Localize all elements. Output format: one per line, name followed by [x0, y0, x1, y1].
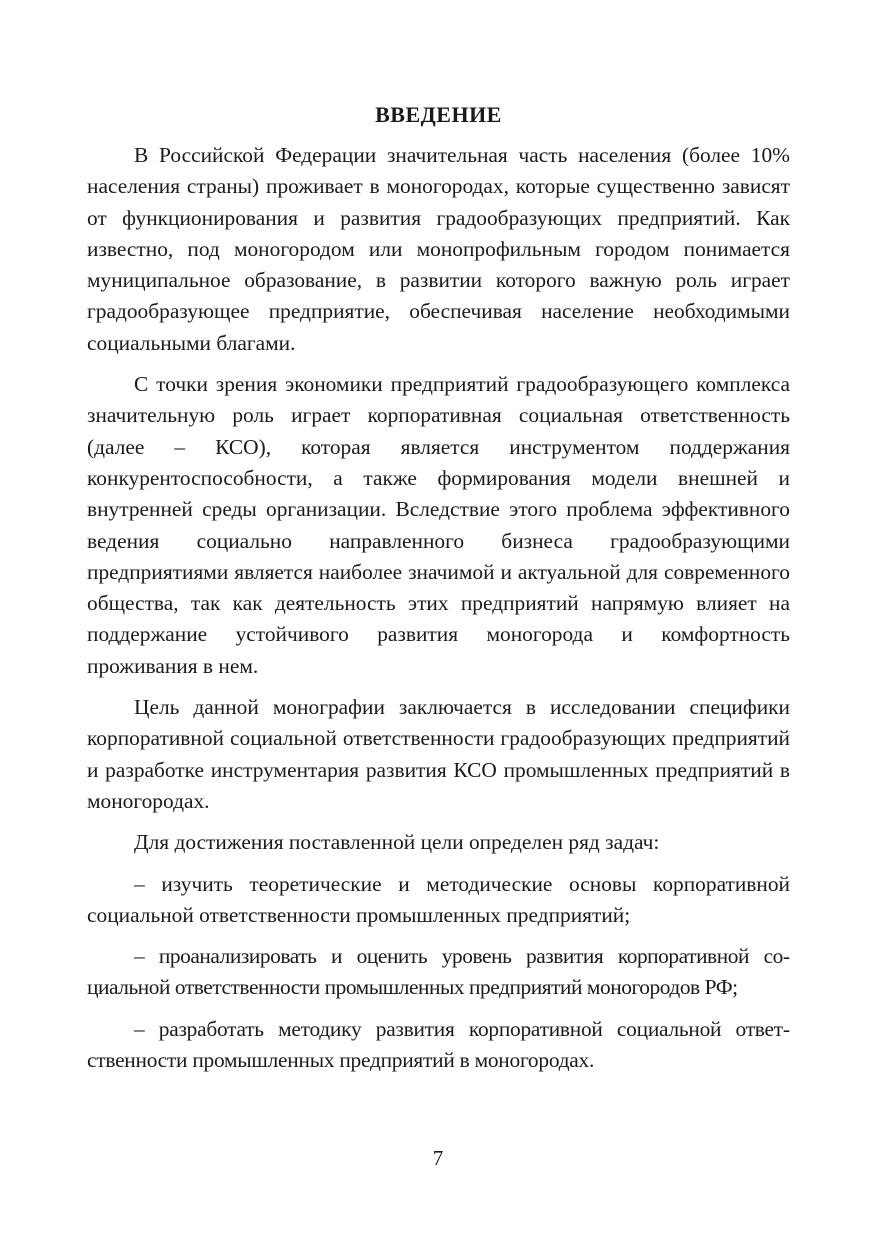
paragraph-goal: Цель данной монографии заключается в исследовании специфики корпоративной социальной ответственности градообразующих предприятий и разработке инструментария развития КСО промышленных предприятий в моногородах. [87, 695, 790, 813]
paragraph-intro: В Российской Федерации значительная часть населения (более 10% населения страны) проживает в моногородах, которые существенно зависят от функционирования и развития градообразующих предприятий. Как известно, под моногородом или монопрофильным городом понимается муниципальное образование, в развитии которого важную роль играет градообразующее предприятие, обеспечивая население необходимыми социальными благами. [87, 143, 790, 355]
task-item-analyze: – проанализировать и оценить уровень развития корпоративной социальной ответственности промышленных предприятий моногородов РФ; [87, 944, 790, 1000]
page-title: ВВЕДЕНИЕ [375, 102, 502, 127]
page-content [87, 100, 790, 1076]
paragraph-tasks-intro: Для достижения поставленной цели определен ряд задач: [134, 830, 660, 855]
task-item-study: – изучить теоретические и методические основы корпоративной социальной ответственности промышленных предприятий; [87, 871, 790, 927]
page-number: 7 [432, 1146, 444, 1170]
paragraph-csr-role: С точки зрения экономики предприятий градообразующего комплекса значительную роль играет корпоративная социальная ответственность (далее – КСО), которая является инструментом поддержания конкурентоспособности, а также формирования модели внешней и внутренней среды организации. Вследствие этого проблема эффективного ведения социально направленного бизнеса градообразующими предприятиями является наиболее значимой и актуальной для современного общества, так как деятельность этих предприятий напрямую влияет на поддержание устойчивого развития моногорода и комфортность проживания в нем. [87, 372, 790, 678]
task-item-develop: – разработать методику развития корпоративной социальной ответственности промышленных предприятий в моногородах. [87, 1016, 790, 1073]
